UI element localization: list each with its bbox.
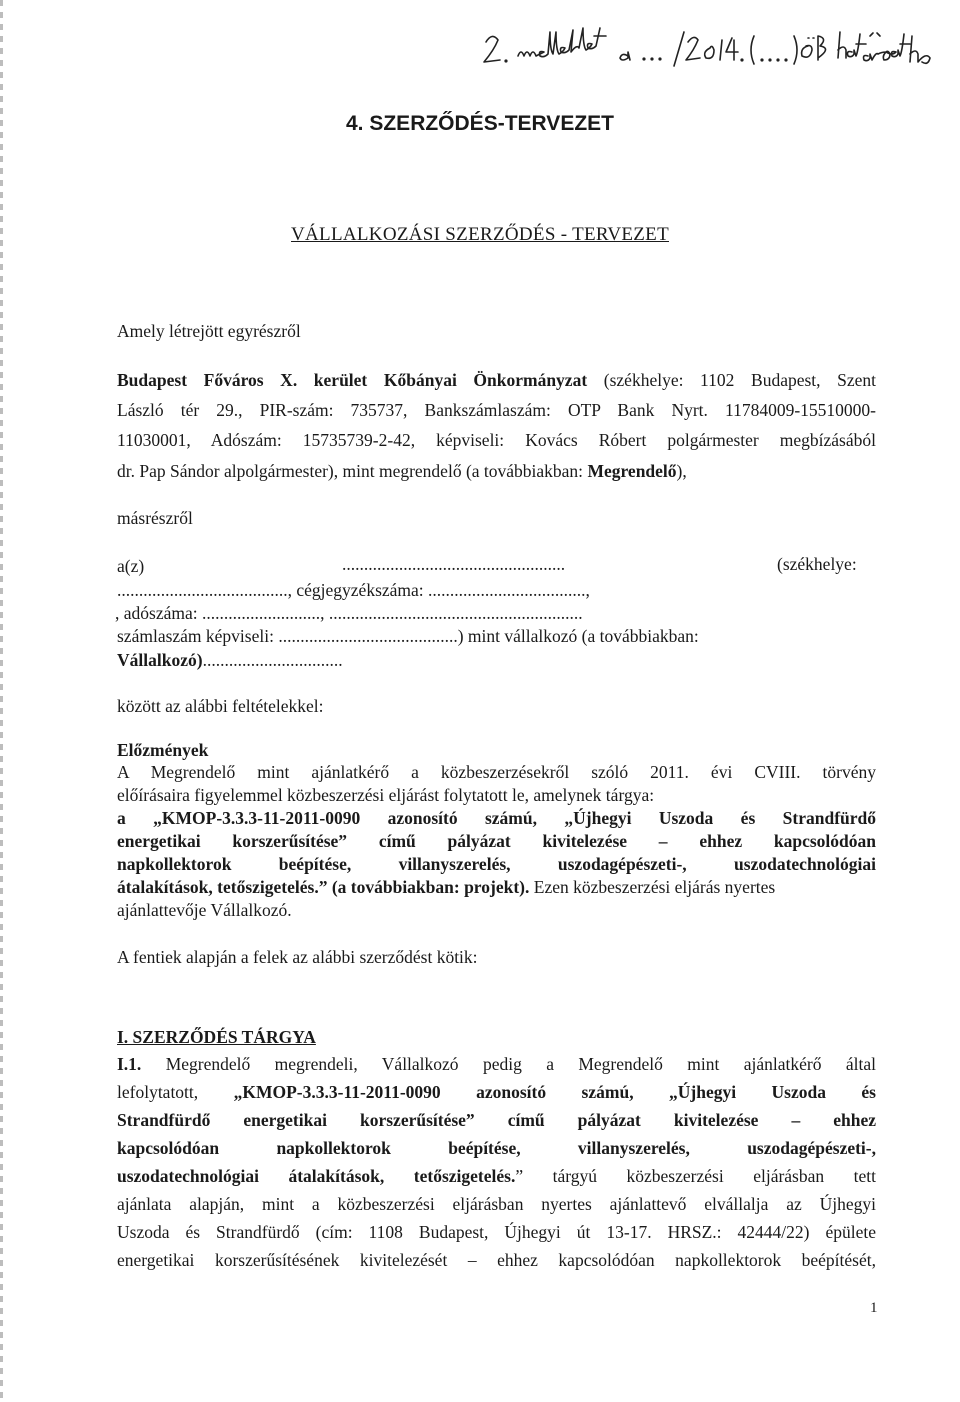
masreszrol-text: másrészről <box>117 508 193 528</box>
elozmenyek-line-6 <box>117 875 775 899</box>
section1-procurement-text: ” tárgyú közbeszerzési eljárásban tett <box>515 1166 877 1186</box>
section1-line-3: Strandfürdő energetikai korszerűsítése” című pályázat kivitelezése – ehhez <box>117 1110 876 1130</box>
elozmenyek-heading: Előzmények <box>117 740 209 760</box>
party2-role-placeholder: ................................ <box>202 650 343 670</box>
party1-line-1 <box>117 368 876 392</box>
section1-project-title-start: „KMOP-3.3.3-11-2011-0090 azonosító számú, „Újhegyi Uszoda és <box>233 1082 876 1102</box>
section1-line-1-text: Megrendelő megrendeli, Vállalkozó pedig a Megrendelő mint ajánlatkérő által <box>141 1054 876 1074</box>
contract-subtitle: VÁLLALKOZÁSI SZERZŐDÉS - TERVEZET <box>291 224 669 245</box>
section1-line-8: energetikai korszerűsítésének kivitelezését – ehhez kapcsolódóan napkollektorok beépítését, <box>117 1250 876 1270</box>
party2-kepviseli-label: számlaszám képviseli: <box>117 626 279 646</box>
section1-line-5 <box>117 1164 876 1188</box>
fentiek-text: A fentiek alapján a felek az alábbi szerződést kötik: <box>117 947 478 967</box>
party2-line-4 <box>117 624 699 648</box>
party2-name-placeholder: ................................................... <box>342 554 566 574</box>
party1-line-4 <box>117 459 687 483</box>
party2-adoszam-label: , adószáma: <box>115 603 202 623</box>
scan-edge-marks <box>0 0 3 1402</box>
elozmenyek-line-1: A Megrendelő mint ajánlatkérő a közbeszerzésekről szóló 2011. évi CVIII. törvény <box>117 762 876 782</box>
elozmenyek-line-2: előírásaira figyelemmel közbeszerzési eljárást folytatott le, amelynek tárgya: <box>117 785 655 805</box>
section1-number: I.1. <box>117 1054 142 1074</box>
project-definition: átalakítások, tetőszigetelés.” (a továbbiakban: projekt). <box>117 877 530 897</box>
elozmenyek-line-4: energetikai korszerűsítése” című pályázat kivitelezése – ehhez kapcsolódóan <box>117 831 876 851</box>
page-number: 1 <box>870 1300 878 1316</box>
section1-heading: I. SZERZŐDÉS TÁRGYA <box>117 1027 316 1047</box>
party1-name: Budapest Főváros X. kerület Kőbányai Önkormányzat <box>117 370 588 390</box>
kozott-text: között az alábbi feltételekkel: <box>117 696 324 716</box>
party2-cegjegyzek-label: , cégjegyzékszáma: <box>287 580 429 600</box>
handwritten-annotation <box>478 16 950 76</box>
section1-line-4: kapcsolódóan napkollektorok beépítése, villanyszerelés, uszodagépészeti-, <box>117 1138 876 1158</box>
party2-address-placeholder: ....................................... <box>117 580 288 600</box>
section1-line-7: Uszoda és Strandfürdő (cím: 1108 Budapest, Újhegyi út 13-17. HRSZ.: 42444/22) épülete <box>117 1222 876 1242</box>
party2-line-2 <box>117 578 590 602</box>
section1-line-1 <box>117 1052 876 1076</box>
party2-az-label: a(z) <box>117 556 145 576</box>
elozmenyek-line-5: napkollektorok beépítése, villanyszerelés, uszodagépészeti-, uszodatechnológiai <box>117 854 876 874</box>
party1-role: Megrendelő <box>587 461 677 481</box>
party1-close: ), <box>676 461 687 481</box>
elozmenyek-line-7: ajánlattevője Vállalkozó. <box>117 900 292 920</box>
section1-project-title-end: uszodatechnológiai átalakítások, tetőszigetelés. <box>117 1166 516 1186</box>
party2-bank-placeholder: .......................................................... <box>324 603 583 623</box>
section1-line-6: ajánlata alapján, mint a közbeszerzési eljárásban nyertes ajánlattevő elvállalja az Újhegyi <box>117 1194 876 1214</box>
party2-cegjegyzek-placeholder: ...................................., <box>428 580 590 600</box>
section1-lefolytatott: lefolytatott, <box>117 1082 234 1102</box>
handwritten-annotation-image <box>478 16 950 76</box>
party1-address-start: (székhelye: 1102 Budapest, Szent <box>587 370 877 390</box>
party1-line-2: László tér 29., PIR-szám: 735737, Bankszámlaszám: OTP Bank Nyrt. 11784009-15510000- <box>117 400 876 420</box>
party2-adoszam-placeholder: ..........................., <box>201 603 325 623</box>
party2-role-text: ) mint vállalkozó (a továbbiakban: <box>457 626 699 646</box>
section1-line-2 <box>117 1080 876 1104</box>
party1-line-3: 11030001, Adószám: 15735739-2-42, képviseli: Kovács Róbert polgármester megbízásából <box>117 430 876 450</box>
party2-line-3 <box>115 601 583 625</box>
intro-text: Amely létrejött egyrészről <box>117 321 301 341</box>
party2-kepviseli-placeholder: ......................................... <box>278 626 458 646</box>
party2-role: Vállalkozó) <box>117 650 203 670</box>
document-title: 4. SZERZŐDÉS-TERVEZET <box>346 112 614 135</box>
party1-representative: dr. Pap Sándor alpolgármester), mint megrendelő (a továbbiakban: <box>117 461 588 481</box>
elozmenyek-line-3: a „KMOP-3.3.3-11-2011-0090 azonosító számú, „Újhegyi Uszoda és Strandfürdő <box>117 808 876 828</box>
party2-szekhelye-label: (székhelye: <box>777 554 857 574</box>
elozmenyek-winner-text: Ezen közbeszerzési eljárás nyertes <box>529 877 776 897</box>
party2-line-5 <box>117 648 343 672</box>
